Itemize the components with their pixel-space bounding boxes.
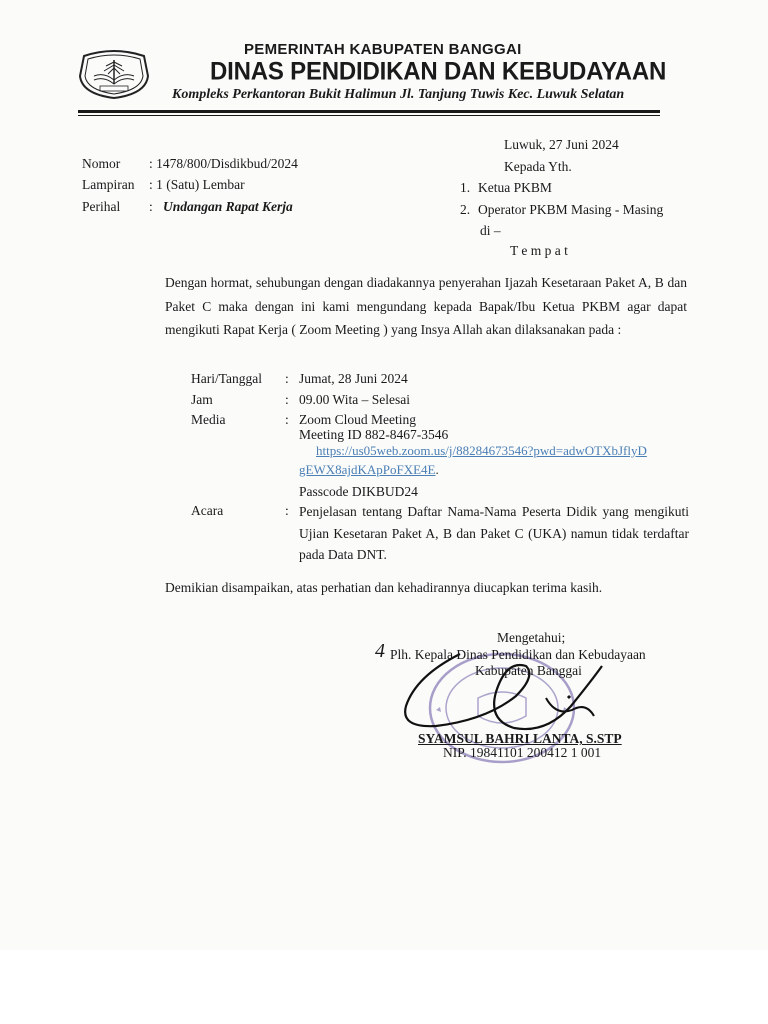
sign-mengetahui: Mengetahui; — [497, 630, 566, 645]
media-colon: : — [285, 412, 289, 427]
acara-value: Penjelasan tentang Daftar Nama-Nama Peserta Didik yang mengikuti Ujian Kesetaran Paket A, B dan Paket C (UKA) namun tidak terdaftar pada Data DNT. — [299, 504, 689, 562]
zoom-link-period: . — [435, 462, 439, 477]
sign-region: Kabupaten Banggai — [475, 663, 582, 678]
banggai-emblem-icon — [76, 46, 152, 100]
nomor-value: : 1478/800/Disdikbud/2024 — [149, 156, 298, 171]
recipient-di: di – — [480, 223, 501, 238]
recipient-tempat: T e m p a t — [510, 243, 568, 258]
acara-label: Acara — [191, 503, 224, 518]
jam-value: 09.00 Wita – Selesai — [299, 392, 410, 407]
signature-mark-icon: 4 — [375, 640, 385, 662]
zoom-link-line2[interactable]: gEWX8ajdKApPoFXE4E — [299, 462, 436, 477]
body-paragraph: Dengan hormat, sehubungan dengan diadakannya penyerahan Ijazah Kesetaraan Paket A, B dan Paket C maka dengan ini kami mengundang kepada Bapak/Ibu Ketua PKBM agar dapat mengikuti Rapat Kerja ( Zoom Meeting ) yang Insya Allah akan dilaksanakan pada : — [165, 275, 687, 337]
header-rule-thick — [78, 110, 660, 113]
lampiran-value: : 1 (Satu) Lembar — [149, 177, 245, 192]
media-label: Media — [191, 412, 226, 427]
header-rule-thin — [78, 115, 660, 116]
acara-colon: : — [285, 503, 289, 518]
zoom-link-line2-wrap — [299, 462, 439, 478]
recipient-item-2: Operator PKBM Masing - Masing — [478, 202, 664, 217]
header-address: Kompleks Perkantoran Bukit Halimun Jl. Tanjung Tuwis Kec. Luwuk Selatan — [172, 87, 625, 102]
sign-name: SYAMSUL BAHRI LANTA, S.STP — [418, 731, 622, 746]
recipient-num-1: 1. — [460, 180, 471, 195]
hari-colon: : — [285, 371, 289, 386]
hari-label: Hari/Tanggal — [191, 371, 263, 386]
sign-position: Plh. Kepala Dinas Pendidikan dan Kebudayaan — [390, 647, 646, 662]
closing-text: Demikian disampaikan, atas perhatian dan kehadirannya diucapkan terima kasih. — [165, 580, 603, 595]
place-date: Luwuk, 27 Juni 2024 — [504, 137, 619, 152]
jam-colon: : — [285, 392, 289, 407]
passcode: Passcode DIKBUD24 — [299, 484, 418, 499]
recipient-kepada: Kepada Yth. — [504, 159, 572, 174]
media-value: Zoom Cloud Meeting — [299, 412, 416, 427]
header-agency: DINAS PENDIDIKAN DAN KEBUDAYAAN — [210, 57, 667, 86]
perihal-label: Perihal — [82, 199, 121, 214]
meeting-id: Meeting ID 882-8467-3546 — [299, 427, 449, 442]
sign-nip: NIP. 19841101 200412 1 001 — [443, 745, 602, 760]
hari-value: Jumat, 28 Juni 2024 — [299, 371, 408, 386]
lampiran-label: Lampiran — [82, 177, 135, 192]
jam-label: Jam — [191, 392, 213, 407]
nomor-label: Nomor — [82, 156, 121, 171]
zoom-link-line1[interactable]: https://us05web.zoom.us/j/88284673546?pwd=adwOTXbJflyD — [316, 443, 647, 458]
header-government: PEMERINTAH KABUPATEN BANGGAI — [244, 41, 522, 58]
perihal-value: Undangan Rapat Kerja — [163, 199, 293, 214]
recipient-item-1: Ketua PKBM — [478, 180, 552, 195]
perihal-colon: : — [149, 199, 153, 214]
recipient-num-2: 2. — [460, 202, 471, 217]
